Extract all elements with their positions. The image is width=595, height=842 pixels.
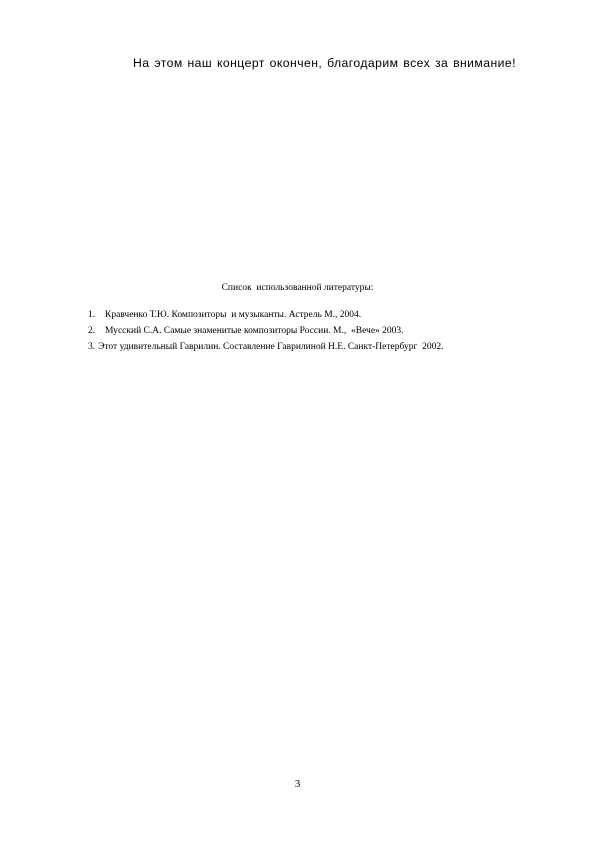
bibliography-item	[88, 325, 443, 341]
bibliography-item	[88, 341, 443, 357]
bibliography-title: Список использованной литературы:	[221, 283, 374, 293]
bibliography-item-number: 2.	[88, 326, 96, 336]
bibliography-item-text: Мусский С.А. Самые знаменитые композиторы России. М., «Вече» 2003.	[105, 326, 404, 336]
bibliography-item-text: Кравченко Т.Ю. Композиторы и музыканты. Астрель М., 2004.	[105, 310, 362, 320]
closing-line: На этом наш концерт окончен, благодарим всех за внимание!	[133, 56, 516, 70]
bibliography-item	[88, 309, 443, 325]
bibliography-item-number: 1.	[88, 310, 96, 320]
bibliography-item-text: Этот удивительный Гаврилин. Составление Гаврилиной Н.Е. Санкт-Петербург 2002.	[98, 342, 444, 352]
bibliography-list	[88, 309, 443, 357]
bibliography-item-number: 3.	[88, 342, 96, 352]
page-number: 3	[294, 778, 301, 790]
